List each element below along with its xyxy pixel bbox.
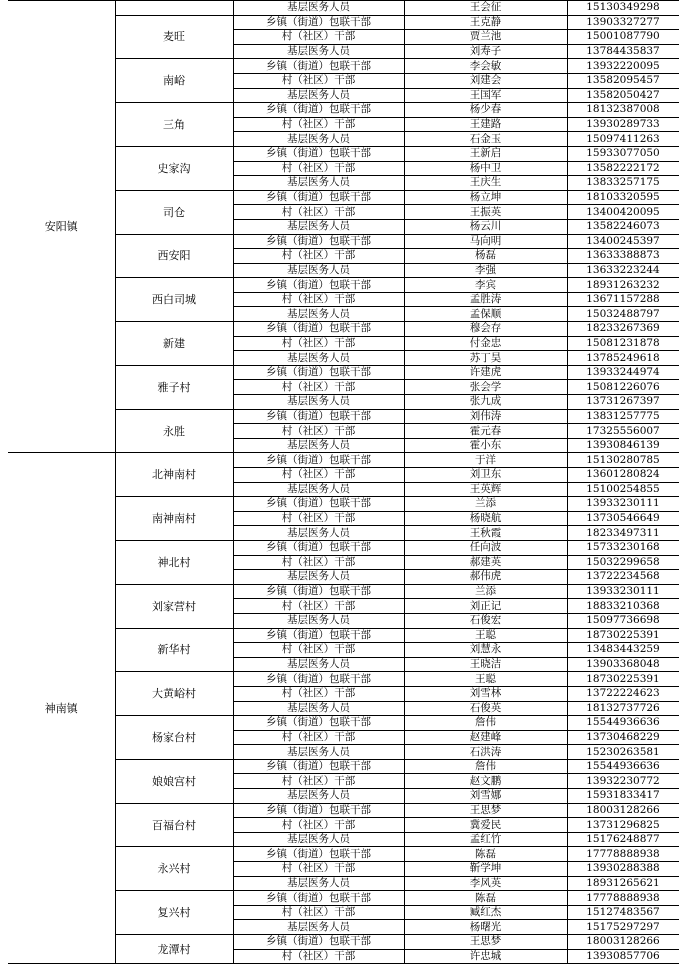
role-cell: 乡镇（街道）包联干部 bbox=[233, 453, 404, 468]
person-name-cell: 付金忠 bbox=[404, 336, 567, 351]
phone-cell: 13731296825 bbox=[567, 818, 679, 833]
village-name-cell: 西白司城 bbox=[115, 278, 233, 322]
role-cell: 村（社区）干部 bbox=[233, 818, 404, 833]
phone-cell: 13933230111 bbox=[567, 584, 679, 599]
phone-cell: 13930289733 bbox=[567, 117, 679, 132]
role-cell: 基层医务人员 bbox=[233, 1, 404, 16]
person-name-cell: 陈磊 bbox=[404, 891, 567, 906]
phone-cell: 13582246073 bbox=[567, 219, 679, 234]
person-name-cell: 王庆生 bbox=[404, 176, 567, 191]
phone-cell: 15230263581 bbox=[567, 745, 679, 760]
role-cell: 村（社区）干部 bbox=[233, 161, 404, 176]
phone-cell: 18003128266 bbox=[567, 935, 679, 950]
person-name-cell: 李会敏 bbox=[404, 59, 567, 74]
contact-table bbox=[8, 0, 679, 964]
role-cell: 村（社区）干部 bbox=[233, 380, 404, 395]
phone-cell: 13933244974 bbox=[567, 365, 679, 380]
person-name-cell: 孟保顺 bbox=[404, 307, 567, 322]
role-cell: 村（社区）干部 bbox=[233, 643, 404, 658]
role-cell: 村（社区）干部 bbox=[233, 511, 404, 526]
role-cell: 基层医务人员 bbox=[233, 395, 404, 410]
village-name-cell: 史家沟 bbox=[115, 146, 233, 190]
phone-cell: 13930846139 bbox=[567, 438, 679, 453]
person-name-cell: 许建虎 bbox=[404, 365, 567, 380]
role-cell: 乡镇（街道）包联干部 bbox=[233, 409, 404, 424]
role-cell: 乡镇（街道）包联干部 bbox=[233, 759, 404, 774]
person-name-cell: 王聪 bbox=[404, 672, 567, 687]
person-name-cell: 李宾 bbox=[404, 278, 567, 293]
village-name-cell: 北神南村 bbox=[115, 453, 233, 497]
phone-cell: 18730225391 bbox=[567, 672, 679, 687]
role-cell: 村（社区）干部 bbox=[233, 949, 404, 964]
phone-cell: 15175297297 bbox=[567, 920, 679, 935]
phone-cell: 15097736698 bbox=[567, 613, 679, 628]
role-cell: 基层医务人员 bbox=[233, 263, 404, 278]
role-cell: 基层医务人员 bbox=[233, 219, 404, 234]
role-cell: 基层医务人员 bbox=[233, 351, 404, 366]
role-cell: 村（社区）干部 bbox=[233, 862, 404, 877]
village-name-cell bbox=[115, 1, 233, 16]
phone-cell: 13633388873 bbox=[567, 249, 679, 264]
person-name-cell: 靳学坤 bbox=[404, 862, 567, 877]
role-cell: 村（社区）干部 bbox=[233, 599, 404, 614]
role-cell: 乡镇（街道）包联干部 bbox=[233, 628, 404, 643]
role-cell: 村（社区）干部 bbox=[233, 205, 404, 220]
contact-table-body bbox=[8, 1, 679, 964]
village-name-cell: 龙潭村 bbox=[115, 935, 233, 964]
phone-cell: 18833210368 bbox=[567, 599, 679, 614]
village-name-cell: 大黄峪村 bbox=[115, 672, 233, 716]
person-name-cell: 王晓洁 bbox=[404, 657, 567, 672]
role-cell: 基层医务人员 bbox=[233, 44, 404, 59]
person-name-cell: 石俊英 bbox=[404, 701, 567, 716]
phone-cell: 13932230772 bbox=[567, 774, 679, 789]
role-cell: 乡镇（街道）包联干部 bbox=[233, 15, 404, 30]
phone-cell: 13784435837 bbox=[567, 44, 679, 59]
role-cell: 乡镇（街道）包联干部 bbox=[233, 847, 404, 862]
person-name-cell: 杨磊 bbox=[404, 249, 567, 264]
role-cell: 乡镇（街道）包联干部 bbox=[233, 672, 404, 687]
role-cell: 村（社区）干部 bbox=[233, 555, 404, 570]
town-name-cell: 安阳镇 bbox=[8, 1, 115, 453]
phone-cell: 18132387008 bbox=[567, 103, 679, 118]
role-cell: 村（社区）干部 bbox=[233, 468, 404, 483]
phone-cell: 13483443259 bbox=[567, 643, 679, 658]
person-name-cell: 刘正记 bbox=[404, 599, 567, 614]
person-name-cell: 刘卫东 bbox=[404, 468, 567, 483]
person-name-cell: 赵建峰 bbox=[404, 730, 567, 745]
village-name-cell: 永胜 bbox=[115, 409, 233, 453]
person-name-cell: 臧红杰 bbox=[404, 905, 567, 920]
person-name-cell: 兰添 bbox=[404, 584, 567, 599]
phone-cell: 18931265621 bbox=[567, 876, 679, 891]
person-name-cell: 王聪 bbox=[404, 628, 567, 643]
phone-cell: 15176248877 bbox=[567, 832, 679, 847]
phone-cell: 15933077050 bbox=[567, 146, 679, 161]
person-name-cell: 王国军 bbox=[404, 88, 567, 103]
person-name-cell: 于洋 bbox=[404, 453, 567, 468]
village-name-cell: 百福台村 bbox=[115, 803, 233, 847]
village-name-cell: 神北村 bbox=[115, 540, 233, 584]
role-cell: 乡镇（街道）包联干部 bbox=[233, 716, 404, 731]
role-cell: 基层医务人员 bbox=[233, 745, 404, 760]
role-cell: 村（社区）干部 bbox=[233, 292, 404, 307]
person-name-cell: 李强 bbox=[404, 263, 567, 278]
role-cell: 乡镇（街道）包联干部 bbox=[233, 103, 404, 118]
person-name-cell: 王振英 bbox=[404, 205, 567, 220]
role-cell: 村（社区）干部 bbox=[233, 424, 404, 439]
person-name-cell: 石俊宏 bbox=[404, 613, 567, 628]
village-name-cell: 司仓 bbox=[115, 190, 233, 234]
village-name-cell: 娘娘宫村 bbox=[115, 759, 233, 803]
role-cell: 基层医务人员 bbox=[233, 789, 404, 804]
phone-cell: 18132737726 bbox=[567, 701, 679, 716]
person-name-cell: 任向波 bbox=[404, 540, 567, 555]
village-name-cell: 麦旺 bbox=[115, 15, 233, 59]
village-name-cell: 南神南村 bbox=[115, 497, 233, 541]
phone-cell: 15931833417 bbox=[567, 789, 679, 804]
person-name-cell: 兰添 bbox=[404, 497, 567, 512]
person-name-cell: 刘雪娜 bbox=[404, 789, 567, 804]
phone-cell: 15544936636 bbox=[567, 716, 679, 731]
person-name-cell: 郝伟虎 bbox=[404, 570, 567, 585]
phone-cell: 17778888938 bbox=[567, 891, 679, 906]
town-name-cell: 神南镇 bbox=[8, 453, 115, 964]
phone-cell: 13833257175 bbox=[567, 176, 679, 191]
person-name-cell: 王思梦 bbox=[404, 935, 567, 950]
village-name-cell: 杨家台村 bbox=[115, 716, 233, 760]
role-cell: 乡镇（街道）包联干部 bbox=[233, 935, 404, 950]
person-name-cell: 王思梦 bbox=[404, 803, 567, 818]
phone-cell: 13722224623 bbox=[567, 686, 679, 701]
role-cell: 基层医务人员 bbox=[233, 526, 404, 541]
person-name-cell: 霍元春 bbox=[404, 424, 567, 439]
person-name-cell: 郝建英 bbox=[404, 555, 567, 570]
phone-cell: 15081226076 bbox=[567, 380, 679, 395]
phone-cell: 15127483567 bbox=[567, 905, 679, 920]
role-cell: 基层医务人员 bbox=[233, 88, 404, 103]
person-name-cell: 贾兰池 bbox=[404, 30, 567, 45]
phone-cell: 13731267397 bbox=[567, 395, 679, 410]
person-name-cell: 刘建会 bbox=[404, 73, 567, 88]
phone-cell: 18233267369 bbox=[567, 322, 679, 337]
phone-cell: 13903368048 bbox=[567, 657, 679, 672]
role-cell: 乡镇（街道）包联干部 bbox=[233, 190, 404, 205]
village-name-cell: 三角 bbox=[115, 103, 233, 147]
role-cell: 乡镇（街道）包联干部 bbox=[233, 584, 404, 599]
phone-cell: 13400420095 bbox=[567, 205, 679, 220]
table-row bbox=[8, 453, 679, 468]
person-name-cell: 王建路 bbox=[404, 117, 567, 132]
phone-cell: 15032299658 bbox=[567, 555, 679, 570]
phone-cell: 15001087790 bbox=[567, 30, 679, 45]
village-name-cell: 南峪 bbox=[115, 59, 233, 103]
phone-cell: 18730225391 bbox=[567, 628, 679, 643]
phone-cell: 13785249618 bbox=[567, 351, 679, 366]
phone-cell: 17778888938 bbox=[567, 847, 679, 862]
phone-cell: 13930857706 bbox=[567, 949, 679, 964]
person-name-cell: 赵文鹏 bbox=[404, 774, 567, 789]
role-cell: 乡镇（街道）包联干部 bbox=[233, 59, 404, 74]
role-cell: 乡镇（街道）包联干部 bbox=[233, 497, 404, 512]
phone-cell: 15130280785 bbox=[567, 453, 679, 468]
person-name-cell: 马向明 bbox=[404, 234, 567, 249]
village-name-cell: 西安阳 bbox=[115, 234, 233, 278]
phone-cell: 13722234568 bbox=[567, 570, 679, 585]
role-cell: 基层医务人员 bbox=[233, 832, 404, 847]
role-cell: 村（社区）干部 bbox=[233, 774, 404, 789]
phone-cell: 13730546649 bbox=[567, 511, 679, 526]
phone-cell: 13930288388 bbox=[567, 862, 679, 877]
phone-cell: 13400245397 bbox=[567, 234, 679, 249]
phone-cell: 13633223244 bbox=[567, 263, 679, 278]
role-cell: 乡镇（街道）包联干部 bbox=[233, 365, 404, 380]
phone-cell: 13601280824 bbox=[567, 468, 679, 483]
person-name-cell: 杨曙光 bbox=[404, 920, 567, 935]
person-name-cell: 詹伟 bbox=[404, 759, 567, 774]
village-name-cell: 雅子村 bbox=[115, 365, 233, 409]
role-cell: 基层医务人员 bbox=[233, 482, 404, 497]
phone-cell: 13933230111 bbox=[567, 497, 679, 512]
role-cell: 村（社区）干部 bbox=[233, 249, 404, 264]
role-cell: 村（社区）干部 bbox=[233, 117, 404, 132]
person-name-cell: 冀爱民 bbox=[404, 818, 567, 833]
phone-cell: 13582222172 bbox=[567, 161, 679, 176]
phone-cell: 15100254855 bbox=[567, 482, 679, 497]
person-name-cell: 许忠城 bbox=[404, 949, 567, 964]
person-name-cell: 杨云川 bbox=[404, 219, 567, 234]
phone-cell: 15097411263 bbox=[567, 132, 679, 147]
role-cell: 基层医务人员 bbox=[233, 307, 404, 322]
person-name-cell: 石金玉 bbox=[404, 132, 567, 147]
person-name-cell: 穆会存 bbox=[404, 322, 567, 337]
person-name-cell: 王秋霞 bbox=[404, 526, 567, 541]
person-name-cell: 陈磊 bbox=[404, 847, 567, 862]
person-name-cell: 苏丁昊 bbox=[404, 351, 567, 366]
person-name-cell: 刘雪林 bbox=[404, 686, 567, 701]
phone-cell: 13582050427 bbox=[567, 88, 679, 103]
role-cell: 基层医务人员 bbox=[233, 613, 404, 628]
person-name-cell: 张九成 bbox=[404, 395, 567, 410]
person-name-cell: 杨少春 bbox=[404, 103, 567, 118]
phone-cell: 15544936636 bbox=[567, 759, 679, 774]
person-name-cell: 王会征 bbox=[404, 1, 567, 16]
person-name-cell: 孟胜涛 bbox=[404, 292, 567, 307]
person-name-cell: 杨中卫 bbox=[404, 161, 567, 176]
person-name-cell: 王英辉 bbox=[404, 482, 567, 497]
person-name-cell: 王新启 bbox=[404, 146, 567, 161]
role-cell: 乡镇（街道）包联干部 bbox=[233, 234, 404, 249]
phone-cell: 15733230168 bbox=[567, 540, 679, 555]
role-cell: 乡镇（街道）包联干部 bbox=[233, 146, 404, 161]
role-cell: 基层医务人员 bbox=[233, 570, 404, 585]
person-name-cell: 石洪涛 bbox=[404, 745, 567, 760]
phone-cell: 15130349298 bbox=[567, 1, 679, 16]
person-name-cell: 杨晓航 bbox=[404, 511, 567, 526]
person-name-cell: 杨立坤 bbox=[404, 190, 567, 205]
role-cell: 基层医务人员 bbox=[233, 876, 404, 891]
role-cell: 乡镇（街道）包联干部 bbox=[233, 322, 404, 337]
person-name-cell: 霍小东 bbox=[404, 438, 567, 453]
phone-cell: 18003128266 bbox=[567, 803, 679, 818]
person-name-cell: 王克静 bbox=[404, 15, 567, 30]
table-row bbox=[8, 1, 679, 16]
role-cell: 基层医务人员 bbox=[233, 701, 404, 716]
village-name-cell: 新华村 bbox=[115, 628, 233, 672]
role-cell: 基层医务人员 bbox=[233, 657, 404, 672]
phone-cell: 15081231878 bbox=[567, 336, 679, 351]
phone-cell: 15032488797 bbox=[567, 307, 679, 322]
phone-cell: 13932220095 bbox=[567, 59, 679, 74]
village-name-cell: 复兴村 bbox=[115, 891, 233, 935]
phone-cell: 17325556007 bbox=[567, 424, 679, 439]
role-cell: 乡镇（街道）包联干部 bbox=[233, 540, 404, 555]
role-cell: 基层医务人员 bbox=[233, 920, 404, 935]
village-name-cell: 新建 bbox=[115, 322, 233, 366]
phone-cell: 13730468229 bbox=[567, 730, 679, 745]
role-cell: 村（社区）干部 bbox=[233, 73, 404, 88]
role-cell: 基层医务人员 bbox=[233, 132, 404, 147]
phone-cell: 13671157288 bbox=[567, 292, 679, 307]
role-cell: 村（社区）干部 bbox=[233, 336, 404, 351]
person-name-cell: 刘寿子 bbox=[404, 44, 567, 59]
phone-cell: 13903327277 bbox=[567, 15, 679, 30]
phone-cell: 13582095457 bbox=[567, 73, 679, 88]
phone-cell: 13831257775 bbox=[567, 409, 679, 424]
role-cell: 村（社区）干部 bbox=[233, 905, 404, 920]
person-name-cell: 孟红竹 bbox=[404, 832, 567, 847]
village-name-cell: 刘家营村 bbox=[115, 584, 233, 628]
village-name-cell: 永兴村 bbox=[115, 847, 233, 891]
role-cell: 基层医务人员 bbox=[233, 176, 404, 191]
role-cell: 乡镇（街道）包联干部 bbox=[233, 803, 404, 818]
phone-cell: 18103320595 bbox=[567, 190, 679, 205]
phone-cell: 18931263232 bbox=[567, 278, 679, 293]
role-cell: 乡镇（街道）包联干部 bbox=[233, 278, 404, 293]
person-name-cell: 李风英 bbox=[404, 876, 567, 891]
role-cell: 村（社区）干部 bbox=[233, 686, 404, 701]
contact-table-page bbox=[8, 0, 679, 973]
role-cell: 村（社区）干部 bbox=[233, 730, 404, 745]
role-cell: 乡镇（街道）包联干部 bbox=[233, 891, 404, 906]
person-name-cell: 刘慧永 bbox=[404, 643, 567, 658]
phone-cell: 18233497311 bbox=[567, 526, 679, 541]
person-name-cell: 张会学 bbox=[404, 380, 567, 395]
role-cell: 村（社区）干部 bbox=[233, 30, 404, 45]
person-name-cell: 刘伟涛 bbox=[404, 409, 567, 424]
role-cell: 基层医务人员 bbox=[233, 438, 404, 453]
person-name-cell: 詹伟 bbox=[404, 716, 567, 731]
